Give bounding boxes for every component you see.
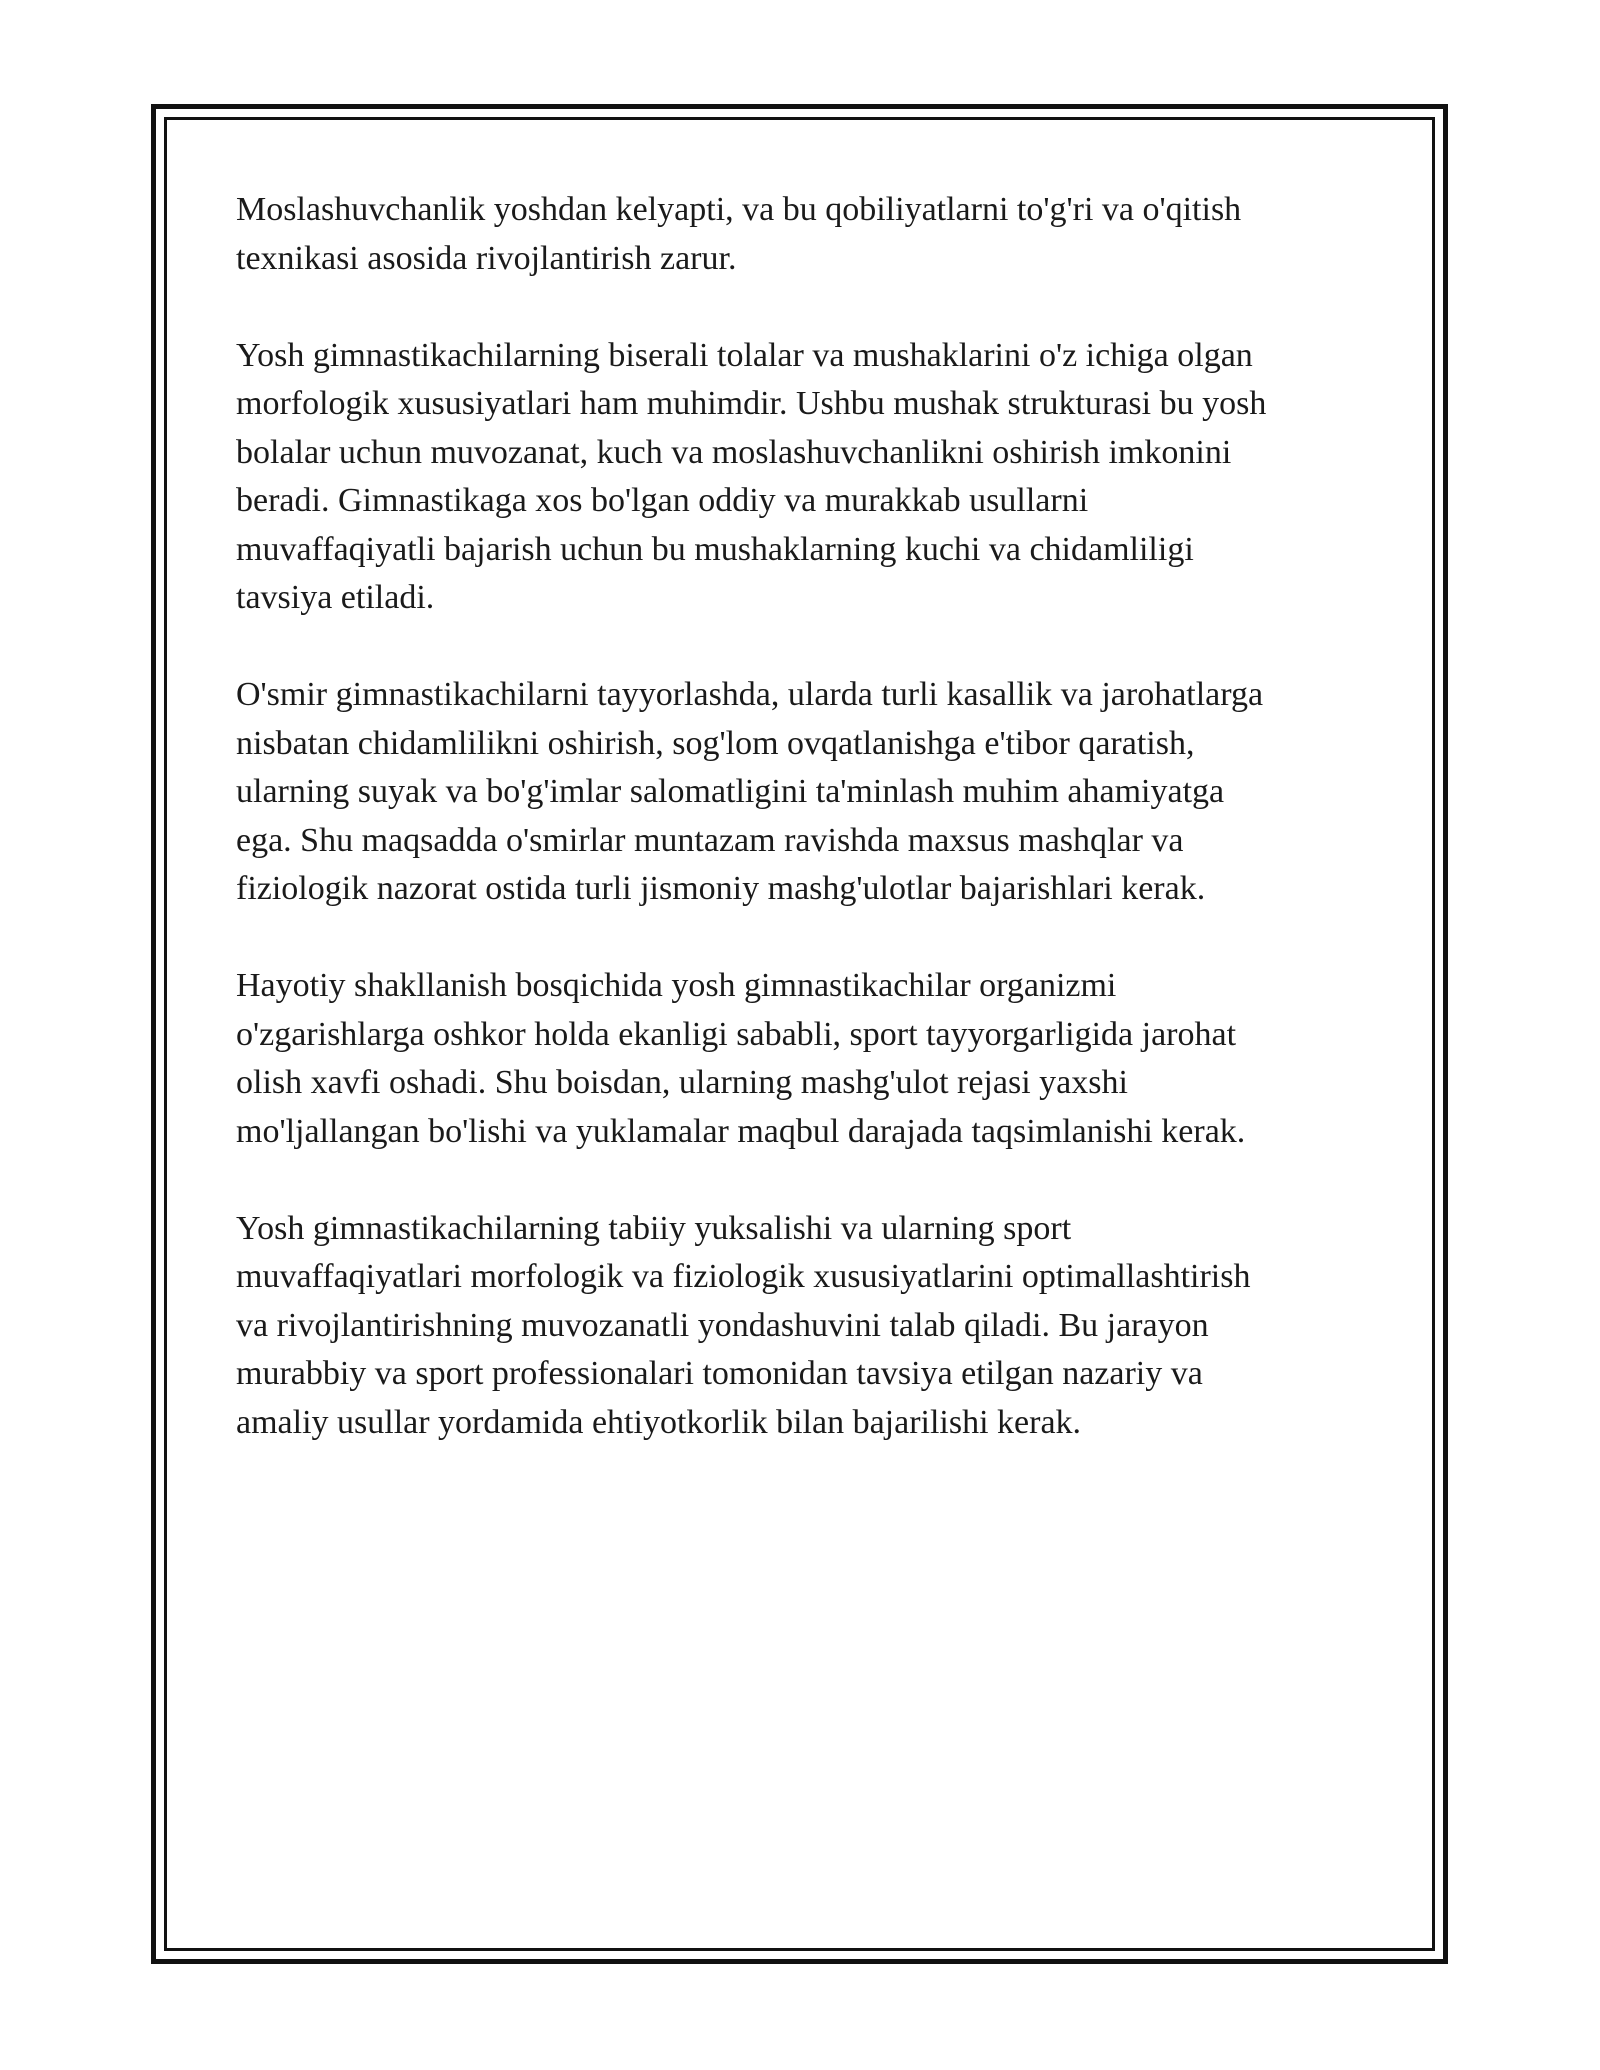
- text-line: ularning suyak va bo'g'imlar salomatligini ta'minlash muhim ahamiyatga: [236, 773, 1225, 810]
- text-line: olish xavfi oshadi. Shu boisdan, ularning mashg'ulot rejasi yaxshi: [236, 1064, 1128, 1101]
- text-line: texnikasi asosida rivojlantirish zarur.: [236, 239, 737, 277]
- paragraph-4: [236, 962, 1366, 1156]
- text-line: Hayotiy shakllanish bosqichida yosh gimnastikachilar organizmi: [236, 967, 1117, 1004]
- text-line: morfologik xususiyatlari ham muhimdir. Ushbu mushak strukturasi bu yosh: [236, 385, 1267, 422]
- text-line: o'zgarishlarga oshkor holda ekanligi sababli, sport tayyorgarligida jarohat: [236, 1015, 1237, 1053]
- text-line: mo'ljallangan bo'lishi va yuklamalar maqbul darajada taqsimlanishi kerak.: [236, 1112, 1246, 1150]
- text-line: muvaffaqiyatli bajarish uchun bu mushaklarning kuchi va chidamliligi: [236, 530, 1194, 568]
- text-line: Yosh gimnastikachilarning biserali tolalar va mushaklarini o'z ichiga olgan: [236, 336, 1253, 374]
- text-line: bolalar uchun muvozanat, kuch va moslashuvchanlikni oshirish imkonini: [236, 433, 1232, 471]
- paragraph-3: [236, 671, 1366, 914]
- paragraph-2: [236, 332, 1366, 623]
- text-line: tavsiya etiladi.: [236, 579, 435, 616]
- text-line: fiziologik nazorat ostida turli jismoniy mashg'ulotlar bajarishlari kerak.: [236, 870, 1206, 907]
- text-line: O'smir gimnastikachilarni tayyorlashda, ularda turli kasallik va jarohatlarga: [236, 676, 1264, 713]
- text-line: Yosh gimnastikachilarning tabiiy yuksalishi va ularning sport: [236, 1209, 1072, 1247]
- text-line: va rivojlantirishning muvozanatli yondashuvini talab qiladi. Bu jarayon: [236, 1306, 1209, 1344]
- text-line: amaliy usullar yordamida ehtiyotkorlik bilan bajarilishi kerak.: [236, 1403, 1082, 1441]
- text-line: Moslashuvchanlik yoshdan kelyapti, va bu qobiliyatlarni to'g'ri va o'qitish: [236, 191, 1242, 228]
- paragraph-1: [236, 186, 1366, 283]
- text-line: beradi. Gimnastikaga xos bo'lgan oddiy va murakkab usullarni: [236, 482, 1089, 519]
- text-line: nisbatan chidamlilikni oshirish, sog'lom ovqatlanishga e'tibor qaratish,: [236, 724, 1195, 762]
- text-line: ega. Shu maqsadda o'smirlar muntazam ravishda maxsus mashqlar va: [236, 821, 1184, 859]
- text-line: murabbiy va sport professionalari tomonidan tavsiya etilgan nazariy va: [236, 1355, 1203, 1392]
- document-body: [236, 186, 1366, 1496]
- paragraph-5: [236, 1205, 1366, 1448]
- text-line: muvaffaqiyatlari morfologik va fiziologik xususiyatlarini optimallashtirish: [236, 1258, 1251, 1295]
